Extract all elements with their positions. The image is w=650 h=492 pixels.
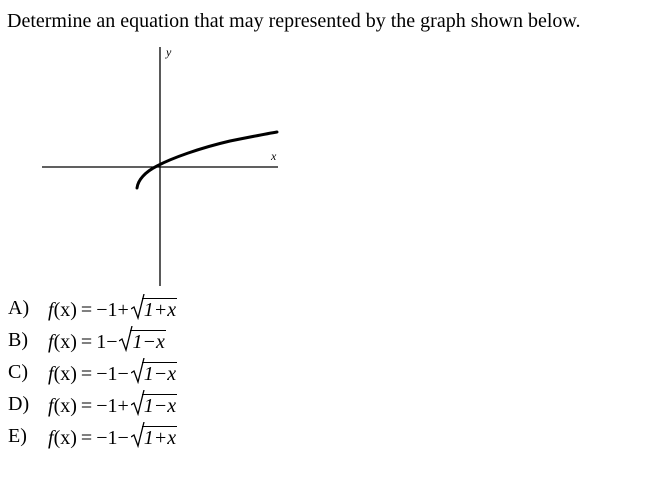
x-axis-label: x [271, 149, 277, 163]
question-text: Determine an equation that may represented by the graph shown below. [7, 10, 581, 32]
square-root: 1−x [131, 393, 177, 418]
choice-expression: f(x) = −1− 1+x [48, 425, 177, 450]
choice-expression: f(x) = −1− 1−x [48, 361, 177, 386]
choice-letter: C) [8, 361, 28, 383]
choice-letter: B) [8, 329, 28, 351]
square-root: 1−x [131, 361, 177, 386]
choice-expression: f(x) = −1+ 1−x [48, 393, 177, 418]
choice-expression: f(x) = 1− 1−x [48, 329, 166, 354]
square-root: 1+x [131, 425, 177, 450]
choice-letter: A) [8, 297, 30, 319]
square-root: 1−x [119, 329, 165, 354]
choice-letter: D) [8, 393, 30, 415]
y-axis-label: y [166, 45, 172, 59]
square-root: 1+x [131, 297, 177, 322]
function-curve [137, 132, 277, 188]
choice-expression: f(x) = −1+ 1+x [48, 297, 177, 322]
choice-letter: E) [8, 425, 27, 447]
